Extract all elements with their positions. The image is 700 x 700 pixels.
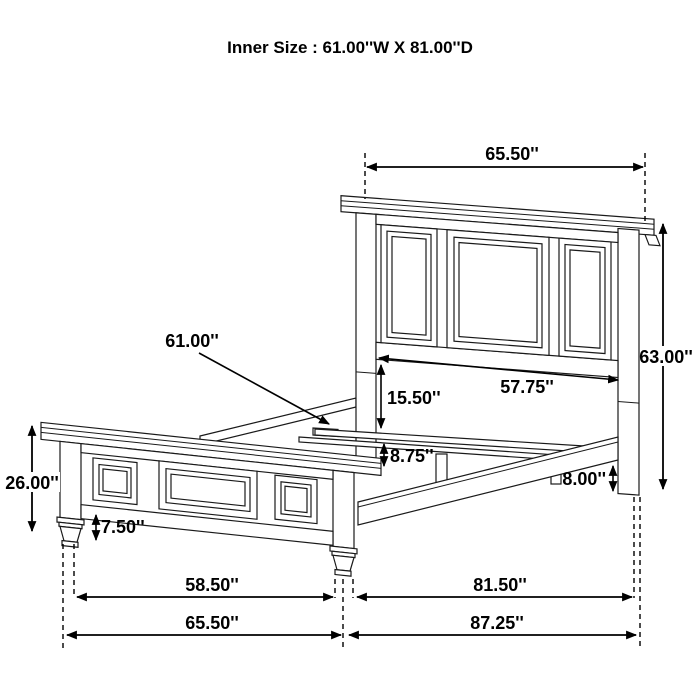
headboard-left-panel [381,225,437,347]
dim-overall-depth [349,613,636,635]
dim-headboard-height [639,224,694,489]
dim-label-panel-to-deck: 15.50'' [387,388,441,408]
headboard-right-panel [559,238,611,360]
footboard-left-leg [60,441,81,519]
footboard-right-panel [275,475,317,523]
dim-footboard-width [67,613,341,635]
dim-footboard-leg [96,515,145,540]
inner-size-title: Inner Size : 61.00''W X 81.00''D [227,38,473,57]
dim-label-rail-clearance: 8.00'' [562,469,606,489]
dim-footboard-inner-width [77,575,333,597]
footboard-left-panel [93,458,137,505]
dim-rail-clearance [562,466,613,491]
dim-headboard-width [367,144,643,167]
dim-label-headboard-width: 65.50'' [485,144,539,164]
footboard-left-foot [57,517,84,548]
dim-label-footboard-inner-width: 58.50'' [185,575,239,595]
dim-label-footboard-height: 26.00'' [5,473,59,493]
headboard-center-panel [447,230,549,356]
dim-panel-to-deck [381,365,441,428]
dim-label-footboard-leg: 7.50'' [101,517,145,537]
dim-inner-width [165,331,329,424]
dim-label-headboard-height: 63.00'' [639,347,693,367]
dim-label-overall-depth: 87.25'' [470,613,524,633]
footboard-right-leg [333,470,354,548]
dim-slat-drop [384,444,434,466]
dim-footboard-height [5,426,60,531]
side-rail-far [200,398,356,445]
dim-label-footboard-width: 65.50'' [185,613,239,633]
dim-side-rail-length [357,575,632,597]
dim-label-side-rail-length: 81.50'' [473,575,527,595]
headboard-left-post [356,213,376,463]
headboard-molding-return [645,235,660,246]
headboard-right-post [618,229,639,496]
dim-label-slat-drop: 8.75'' [390,446,434,466]
dim-label-inner-width: 61.00'' [165,331,219,351]
footboard-right-foot [330,546,357,577]
dim-label-headboard-inner-width: 57.75'' [500,377,554,397]
footboard [41,422,381,579]
footboard-center-panel [159,461,257,519]
